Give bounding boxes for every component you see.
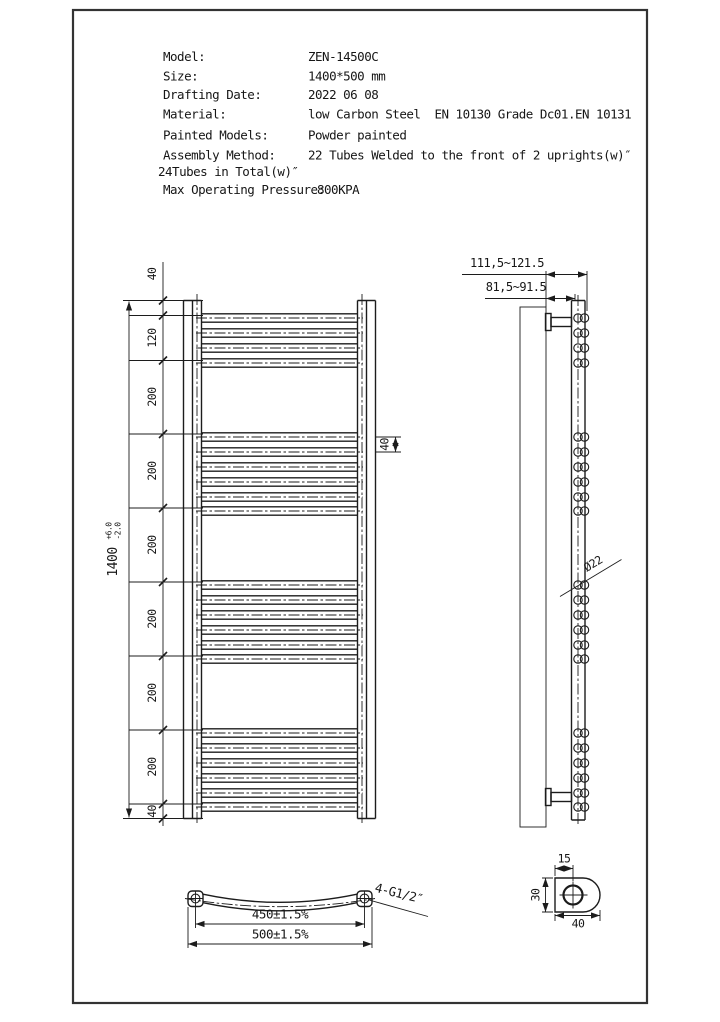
spec-label-painted: Painted Models: <box>163 127 269 143</box>
dim-tapping-centers: 450±1.5% <box>251 906 309 922</box>
spec-value-assembly: 22 Tubes Welded to the front of 2 uprights(w)″ <box>308 147 632 163</box>
dim-chain-40-top: 40 <box>145 267 159 281</box>
dim-chain-200-5: 200 <box>145 683 159 703</box>
dim-bore-offset: 15 <box>557 851 571 866</box>
spec-value-model: ZEN-14500C <box>308 49 379 64</box>
tube-diameter-label: Ø22 <box>581 552 605 575</box>
wall-bracket-bottom <box>546 789 572 806</box>
spec-value-painted: Powder painted <box>308 127 407 143</box>
spec-block <box>158 49 631 197</box>
spec-label-material: Material: <box>163 106 227 122</box>
front-dim-pitch <box>376 437 402 452</box>
thread-callout <box>369 880 428 917</box>
plan-view <box>185 880 428 948</box>
plan-dims <box>188 907 372 949</box>
dim-chain-200-2: 200 <box>145 461 159 481</box>
front-right-upright <box>358 294 376 825</box>
dim-chain-200-6: 200 <box>145 757 159 777</box>
plan-left-cap <box>188 891 203 907</box>
svg-text:1400: 1400 <box>106 547 121 577</box>
dim-chain-200-3: 200 <box>145 535 159 555</box>
side-view <box>462 256 622 827</box>
detail-view <box>529 852 601 931</box>
svg-text:-2.0: -2.0 <box>113 522 123 540</box>
dim-chain-120: 120 <box>145 328 159 348</box>
overall-height-label <box>105 522 123 577</box>
plan-right-cap <box>357 891 372 907</box>
tube-diameter-callout <box>560 553 622 597</box>
spec-value-size: 1400*500 mm <box>308 68 386 84</box>
spec-note-total-tubes: 24Tubes in Total(w)″ <box>158 164 299 179</box>
curved-tube-front-edge <box>203 894 357 902</box>
wall-section <box>520 307 546 827</box>
front-left-upright <box>184 294 202 825</box>
dim-wall-to-upright: 81,5~91.5 <box>485 280 547 294</box>
spec-value-material: low Carbon Steel EN 10130 Grade Dc01.EN 10131 <box>308 106 632 122</box>
front-view <box>105 262 402 826</box>
spec-label-size: Size: <box>163 68 199 84</box>
front-dim-overall <box>105 302 130 818</box>
dim-chain-200-1: 200 <box>145 387 159 407</box>
wall-bracket-top <box>546 314 572 331</box>
spec-value-pressure: 800KPA <box>317 182 360 197</box>
spec-label-assembly: Assembly Method: <box>163 147 276 163</box>
dim-wall-to-tube: 111,5~121.5 <box>470 256 544 270</box>
dim-profile-depth: 40 <box>571 916 585 931</box>
spec-label-model: Model: <box>163 49 206 64</box>
side-upright <box>572 295 586 825</box>
spec-label-date: Drafting Date: <box>163 87 262 102</box>
front-tubes <box>196 314 363 811</box>
spec-label-pressure: Max Operating Pressure: <box>163 182 325 197</box>
spec-value-date: 2022 06 08 <box>308 87 379 102</box>
svg-text:+6.0: +6.0 <box>104 522 114 540</box>
tube-pitch-label: 40 <box>377 438 392 451</box>
side-dims <box>462 256 587 311</box>
dim-chain-200-4: 200 <box>145 609 159 629</box>
dim-overall-width: 500±1.5% <box>251 926 309 942</box>
dim-chain-40-bottom: 40 <box>145 805 159 818</box>
front-dim-chain <box>123 262 203 826</box>
dim-profile-height: 30 <box>528 888 543 902</box>
thread-label: 4-G1/2″ <box>373 879 425 907</box>
